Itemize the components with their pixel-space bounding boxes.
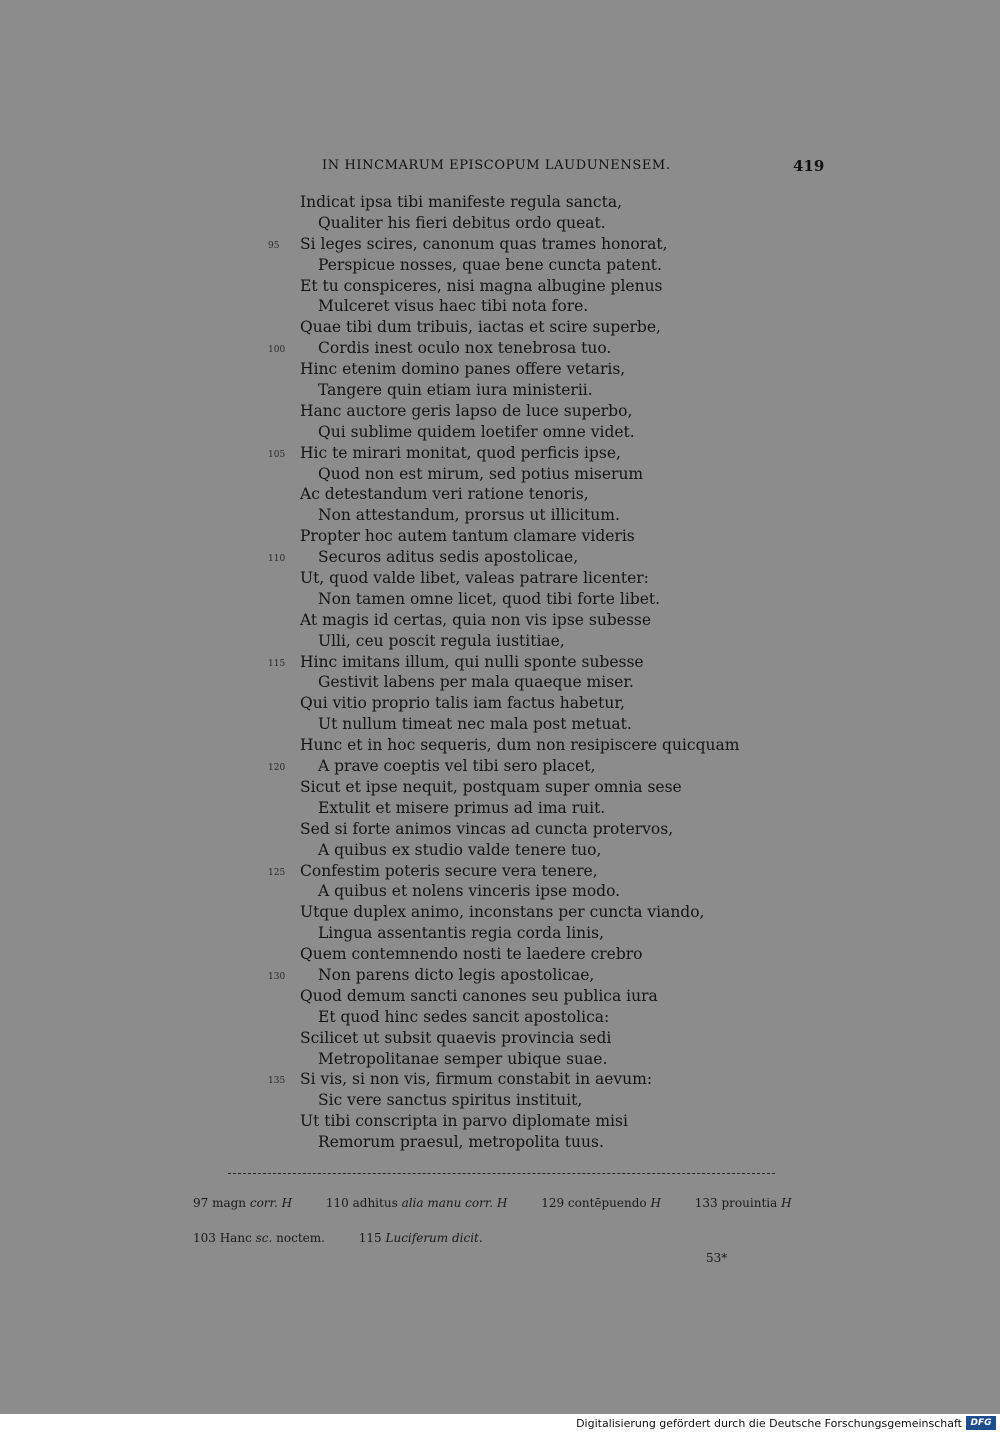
verse-text: Hic te mirari monitat, quod perficis ipse, <box>300 443 621 462</box>
verse-line <box>0 422 1000 443</box>
verse-line <box>0 317 1000 338</box>
verse-text: Hanc auctore geris lapso de luce superbo, <box>300 401 633 420</box>
verse-line <box>0 1028 1000 1049</box>
verse-line <box>0 234 1000 255</box>
digitization-credit: Digitalisierung gefördert durch die Deutsche Forschungsgemeinschaft <box>576 1417 962 1430</box>
verse-text: Hunc et in hoc sequeris, dum non resipiscere quicquam <box>300 736 740 755</box>
footnote-97: 97 magn corr. H <box>193 1196 293 1210</box>
verse-text: Perspicue nosses, quae bene cuncta patent. <box>318 255 662 274</box>
verse-line <box>0 672 1000 693</box>
verse-text: Mulceret visus haec tibi nota fore. <box>318 297 589 316</box>
verse-line <box>0 589 1000 610</box>
verse-text: Tangere quin etiam iura ministerii. <box>318 381 593 400</box>
verse-text: Hinc imitans illum, qui nulli sponte subesse <box>300 652 644 671</box>
verse-text: Ut nullum timeat nec mala post metuat. <box>318 715 632 734</box>
dfg-logo-icon: DFG <box>966 1416 996 1430</box>
verse-text: Extulit et misere primus ad ima ruit. <box>318 798 606 817</box>
footnote-110: 110 adhitus alia manu corr. H <box>325 1196 508 1210</box>
verse-text: Quae tibi dum tribuis, iactas et scire superbe, <box>300 318 661 337</box>
verse-text: Remorum praesul, metropolita tuus. <box>318 1133 604 1152</box>
verse-line <box>0 1132 1000 1153</box>
verse-text: A quibus et nolens vinceris ipse modo. <box>318 882 621 901</box>
line-number: 120 <box>268 763 286 774</box>
verse-line <box>0 693 1000 714</box>
verse-line <box>0 380 1000 401</box>
verse-text: Ut tibi conscripta in parvo diplomate misi <box>300 1112 628 1131</box>
footnotes-row-1 <box>193 1196 822 1210</box>
verse-line <box>0 526 1000 547</box>
signature-mark: 53* <box>706 1251 728 1265</box>
verse-text: Quem contemnendo nosti te laedere crebro <box>300 945 643 964</box>
verse-line <box>0 631 1000 652</box>
verse-line <box>0 610 1000 631</box>
verse-line <box>0 505 1000 526</box>
verse-text: Confestim poteris secure vera tenere, <box>300 861 598 880</box>
verse-text: Indicat ipsa tibi manifeste regula sancta, <box>300 193 622 211</box>
verse-text: Sed si forte animos vincas ad cuncta protervos, <box>300 819 674 838</box>
verse-line <box>0 756 1000 777</box>
verse-line <box>0 568 1000 589</box>
verse-line <box>0 986 1000 1007</box>
verse-line <box>0 840 1000 861</box>
verse-text: Ac detestandum veri ratione tenoris, <box>300 485 589 504</box>
verse-line <box>0 443 1000 464</box>
verse-line <box>0 944 1000 965</box>
verse-line <box>0 213 1000 234</box>
verse-text: A quibus ex studio valde tenere tuo, <box>318 840 602 859</box>
verse-line <box>0 861 1000 882</box>
verse-text: Securos aditus sedis apostolicae, <box>318 548 579 567</box>
verse-text: Et tu conspiceres, nisi magna albugine plenus <box>300 276 663 295</box>
footnote-rule <box>228 1173 775 1174</box>
verse-text: A prave coeptis vel tibi sero placet, <box>318 757 596 776</box>
verse-line <box>0 255 1000 276</box>
footnote-115: 115 Luciferum dicit. <box>358 1231 483 1245</box>
verse-text: Qui sublime quidem loetifer omne videt. <box>318 422 635 441</box>
credit-bar <box>0 1414 1000 1434</box>
verse-text: Et quod hinc sedes sancit apostolica: <box>318 1007 610 1026</box>
verse-line <box>0 1069 1000 1090</box>
verse-text: Qui vitio proprio talis iam factus habetur, <box>300 694 625 713</box>
verse-line <box>0 547 1000 568</box>
verse-line <box>0 464 1000 485</box>
footnote-129: 129 contēpuendo H <box>541 1196 661 1210</box>
verse-line <box>0 965 1000 986</box>
verse-text: Scilicet ut subsit quaevis provincia sedi <box>300 1028 612 1047</box>
verse-line <box>0 1049 1000 1070</box>
line-number: 100 <box>268 345 286 356</box>
verse-line <box>0 881 1000 902</box>
verse-text: Quod non est mirum, sed potius miserum <box>318 464 644 483</box>
line-number: 135 <box>268 1076 286 1087</box>
verse-line <box>0 401 1000 422</box>
footnote-133: 133 prouintia H <box>694 1196 792 1210</box>
verse-text: Ulli, ceu poscit regula iustitiae, <box>318 631 565 650</box>
verse-text: Cordis inest oculo nox tenebrosa tuo. <box>318 339 612 358</box>
verse-line <box>0 1007 1000 1028</box>
line-number: 95 <box>268 240 280 251</box>
verse-line <box>0 192 1000 213</box>
verse-text: Si leges scires, canonum quas trames honorat, <box>300 234 668 253</box>
verse-text: Metropolitanae semper ubique suae. <box>318 1049 608 1068</box>
verse-line <box>0 902 1000 923</box>
verse-text: Non parens dicto legis apostolicae, <box>318 965 595 984</box>
verse-line <box>0 276 1000 297</box>
line-number: 115 <box>268 658 286 669</box>
poem-text <box>0 192 1000 1153</box>
verse-line <box>0 338 1000 359</box>
verse-text: Gestivit labens per mala quaeque miser. <box>318 673 634 692</box>
verse-line <box>0 484 1000 505</box>
verse-text: Non attestandum, prorsus ut illicitum. <box>318 506 620 525</box>
verse-line <box>0 777 1000 798</box>
verse-line <box>0 923 1000 944</box>
verse-line <box>0 359 1000 380</box>
verse-text: Qualiter his fieri debitus ordo queat. <box>318 213 606 232</box>
line-number: 125 <box>268 867 286 878</box>
footnote-103: 103 Hanc sc. noctem. <box>193 1231 325 1245</box>
verse-text: Ut, quod valde libet, valeas patrare licenter: <box>300 569 649 588</box>
footnotes-row-2 <box>193 1231 513 1245</box>
verse-line <box>0 798 1000 819</box>
verse-line <box>0 819 1000 840</box>
verse-text: Utque duplex animo, inconstans per cuncta viando, <box>300 903 705 922</box>
running-head: IN HINCMARUM EPISCOPUM LAUDUNENSEM. <box>322 158 671 173</box>
verse-text: Quod demum sancti canones seu publica iura <box>300 986 658 1005</box>
line-number: 105 <box>268 449 286 460</box>
verse-text: Non tamen omne licet, quod tibi forte libet. <box>318 589 661 608</box>
verse-line <box>0 714 1000 735</box>
verse-text: Hinc etenim domino panes offere vetaris, <box>300 360 626 379</box>
verse-line <box>0 735 1000 756</box>
verse-text: At magis id certas, quia non vis ipse subesse <box>300 610 652 629</box>
page-number: 419 <box>793 157 825 175</box>
verse-text: Sic vere sanctus spiritus instituit, <box>318 1091 583 1110</box>
verse-line <box>0 1111 1000 1132</box>
verse-text: Si vis, si non vis, firmum constabit in aevum: <box>300 1070 653 1089</box>
verse-text: Propter hoc autem tantum clamare videris <box>300 527 635 546</box>
line-number: 130 <box>268 971 286 982</box>
verse-line <box>0 1090 1000 1111</box>
verse-text: Sicut et ipse nequit, postquam super omnia sese <box>300 777 682 796</box>
verse-line <box>0 296 1000 317</box>
verse-line <box>0 652 1000 673</box>
line-number: 110 <box>268 554 286 565</box>
verse-text: Lingua assentantis regia corda linis, <box>318 924 605 943</box>
